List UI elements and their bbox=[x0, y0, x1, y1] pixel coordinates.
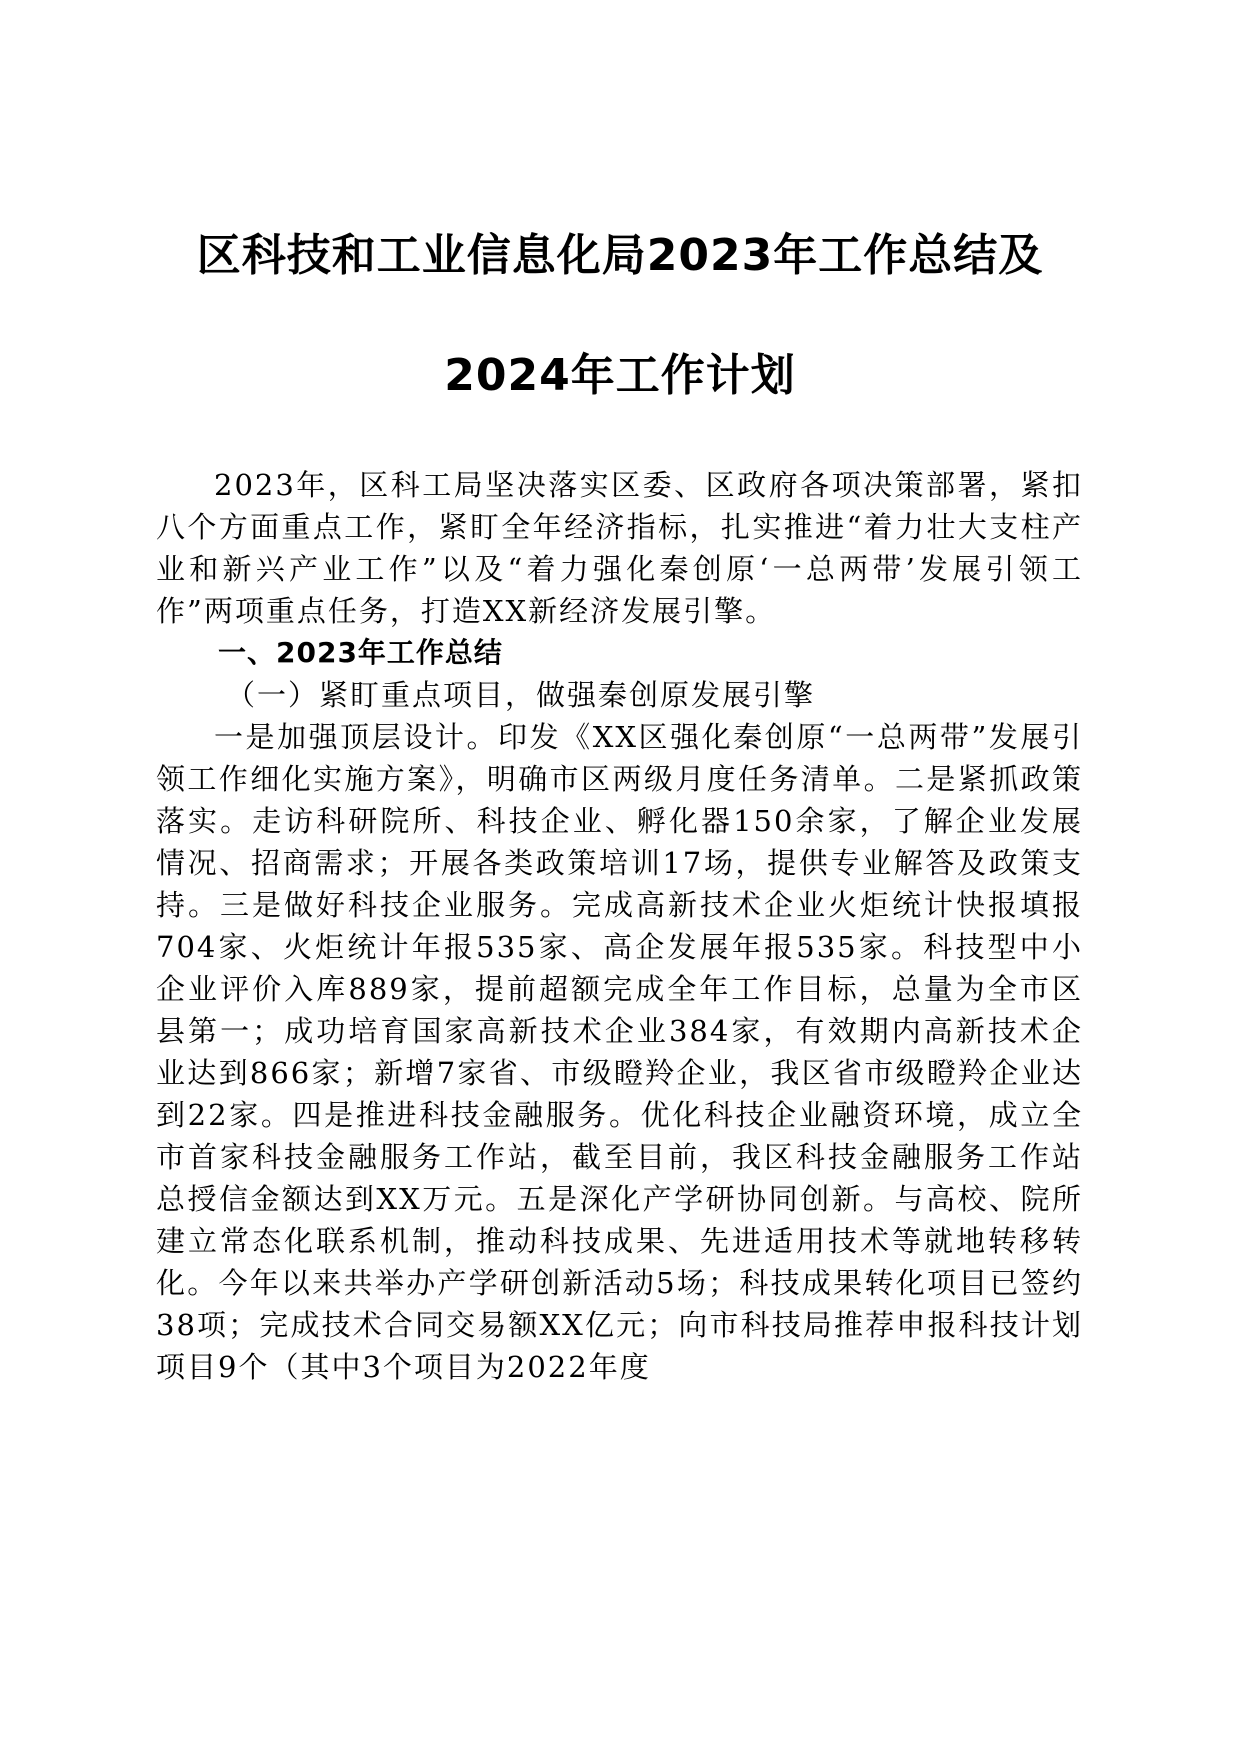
subsection-heading-key-projects: （一）紧盯重点项目，做强秦创原发展引擎 bbox=[226, 678, 816, 712]
document-title-line-1: 区科技和工业信息化局2023年工作总结及 bbox=[196, 230, 1044, 281]
section-heading-summary-2023: 一、2023年工作总结 bbox=[218, 636, 503, 669]
intro-paragraph: 2023年，区科工局坚决落实区委、区政府各项决策部署，紧扣八个方面重点工作，紧盯全年经济指标，扎实推进“着力壮大支柱产业和新兴产业工作”以及“着力强化秦创原‘一总两带’发展引领工作”两项重点任务，打造XX新经济发展引擎。 bbox=[156, 468, 1083, 628]
document-title-line-2: 2024年工作计划 bbox=[444, 350, 796, 401]
subsection-body-paragraph: 一是加强顶层设计。印发《XX区强化秦创原“一总两带”发展引领工作细化实施方案》，明确市区两级月度任务清单。二是紧抓政策落实。走访科研院所、科技企业、孵化器150余家，了解企业发展情况、招商需求；开展各类政策培训17场，提供专业解答及政策支持。三是做好科技企业服务。完成高新技术企业火炬统计快报填报704家、火炬统计年报535家、高企发展年报535家。科技型中小企业评价入库889家，提前超额完成全年工作目标，总量为全市区县第一；成功培育国家高新技术企业384家，有效期内高新技术企业达到866家；新增7家省、市级瞪羚企业，我区省市级瞪羚企业达到22家。四是推进科技金融服务。优化科技企业融资环境，成立全市首家科技金融服务工作站，截至目前，我区科技金融服务工作站总授信金额达到XX万元。五是深化产学研协同创新。与高校、院所建立常态化联系机制，推动科技成果、先进适用技术等就地转移转化。今年以来共举办产学研创新活动5场；科技成果转化项目已签约38项；完成技术合同交易额XX亿元；向市科技局推荐申报科技计划项目9个（其中3个项目为2022年度 bbox=[156, 720, 1083, 1384]
document-body bbox=[156, 464, 1083, 1388]
